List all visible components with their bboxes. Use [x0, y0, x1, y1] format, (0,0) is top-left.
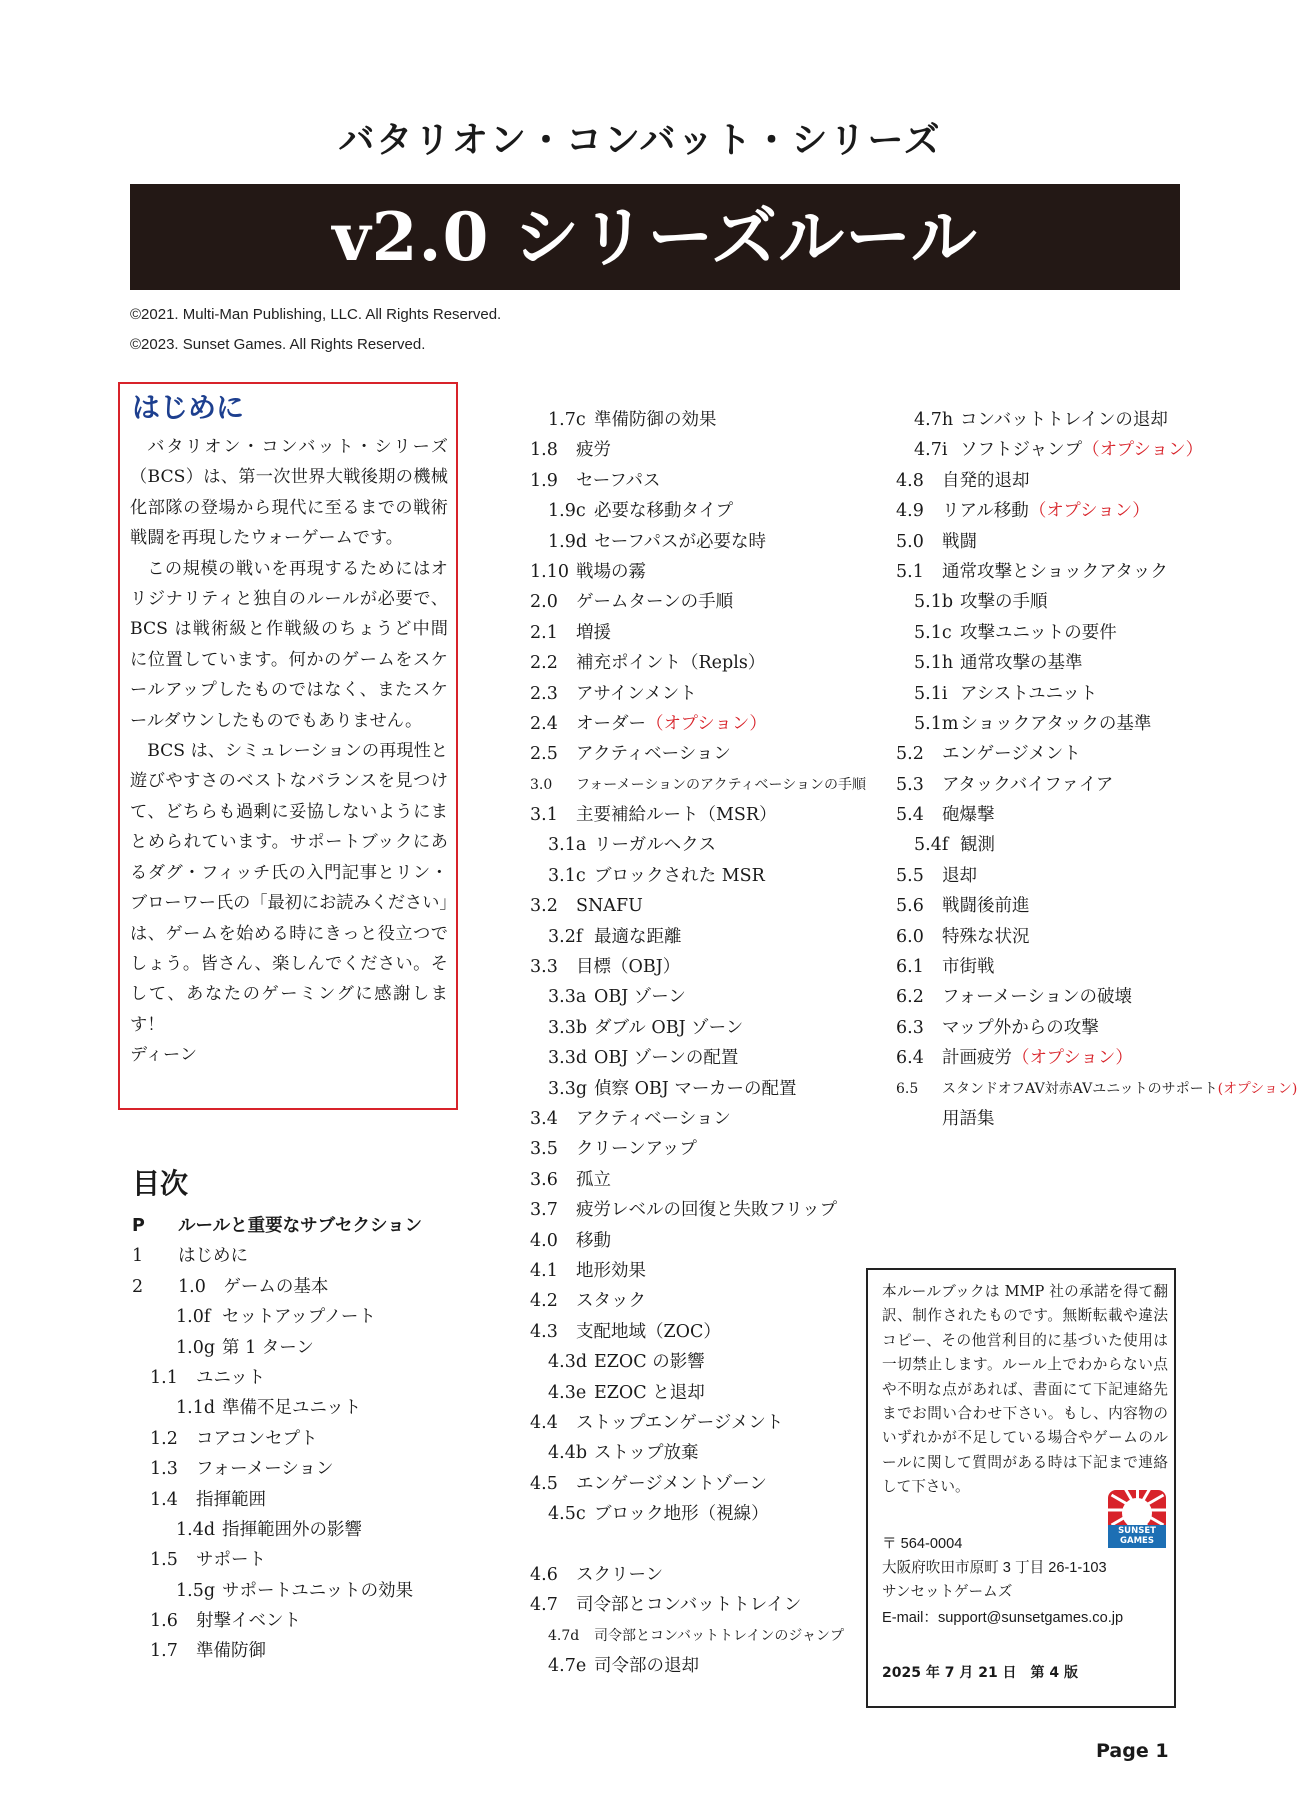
toc-item-number: 1.1: [150, 1367, 178, 1388]
toc-item: [896, 679, 1196, 709]
toc-item-text: 用語集: [942, 1108, 995, 1129]
toc-item-text: サポートユニットの効果: [222, 1580, 414, 1601]
toc-item: [530, 770, 866, 800]
toc-item-number: 5.4: [896, 805, 924, 826]
toc-item-text: スクリーン: [576, 1564, 664, 1585]
edition-date: 2025 年 7 月 21 日 第 4 版: [882, 1665, 1079, 1681]
toc-item-number: 1.9d: [548, 531, 588, 552]
toc-item: [132, 1606, 452, 1636]
toc-item: [132, 1211, 452, 1241]
toc-item: [530, 1317, 860, 1347]
toc-item-number: P: [132, 1216, 145, 1236]
toc-item-number: 5.3: [896, 774, 924, 795]
toc-item: [530, 709, 860, 739]
toc-item-number: 1.4d: [176, 1519, 216, 1540]
toc-item-number: 6.4: [896, 1048, 924, 1069]
toc-item-number: 4.3e: [548, 1382, 587, 1403]
toc-item-number: 5.5: [896, 865, 924, 886]
toc-item: [896, 952, 1196, 982]
toc-item-text: アクティベーション: [576, 744, 731, 765]
toc-item-number: 5.1b: [914, 592, 954, 613]
toc-item-text: ゲームターンの手順: [576, 592, 734, 613]
toc-item: [896, 527, 1196, 557]
toc-item-text: ブロック地形（視線）: [594, 1504, 769, 1525]
toc-item-number: 3.5: [530, 1139, 558, 1160]
toc-item-text: 疲労: [576, 440, 611, 461]
series-title: バタリオン・コンバット・シリーズ: [338, 119, 942, 161]
toc-item-text: 増援: [576, 622, 611, 643]
toc-item-number: 4.6: [530, 1564, 558, 1585]
email-address: E-mail：support@sunsetgames.co.jp: [882, 1610, 1124, 1626]
toc-item: [896, 770, 1196, 800]
banner-title: v2.0 シリーズルール: [130, 184, 1180, 290]
toc-item-text: コンバットトレインの退却: [960, 410, 1168, 430]
toc-item: [896, 466, 1196, 496]
toc-item: [530, 1499, 860, 1529]
toc-item-number: 1: [132, 1246, 144, 1267]
toc-item-text: ショックアタックの基準: [960, 713, 1152, 734]
toc-item-text: スタック: [576, 1291, 646, 1312]
toc-item: [530, 1469, 860, 1499]
toc-item-text: フォーメーション: [196, 1459, 334, 1480]
toc-column-3: [896, 405, 1297, 1134]
toc-item: [530, 1560, 860, 1590]
toc-item-text: 観測: [960, 835, 995, 856]
intro-title: はじめに: [132, 391, 245, 424]
toc-item-text: アクティベーション: [576, 1108, 731, 1129]
toc-item-text: ダブル OBJ ゾーン: [594, 1017, 744, 1038]
toc-item: [896, 496, 1196, 526]
toc-item: [530, 466, 860, 496]
toc-item-number: 6.5: [896, 1080, 919, 1097]
toc-item-text: ユニット: [196, 1367, 266, 1388]
toc-item: [896, 891, 1196, 921]
postal-code: 〒 564-0004: [882, 1536, 963, 1552]
toc-item-text: セーフパスが必要な時: [594, 531, 767, 552]
toc-item: [530, 1408, 860, 1438]
toc-column-2: [530, 405, 866, 1681]
toc-item-text: 司令部とコンバットトレイン: [576, 1595, 802, 1616]
toc-item-number: 6.1: [896, 957, 924, 978]
toc-title: 目次: [132, 1167, 189, 1200]
toc-item: [530, 1195, 860, 1225]
toc-item-number: 5.1: [896, 561, 924, 582]
toc-item: [530, 1226, 860, 1256]
intro-body: [130, 432, 448, 1071]
toc-item: [530, 405, 860, 435]
toc-item-number: 4.4b: [548, 1443, 588, 1464]
toc-item: [530, 952, 860, 982]
toc-item: [132, 1485, 452, 1515]
toc-item-number: 4.7e: [548, 1656, 587, 1677]
intro-paragraph: この規模の戦いを再現するためにはオリジナリティと独自のルールが必要で、BCS は戦術級と作戦級のちょうど中間に位置しています。何かのゲームをスケールアップしたものではなく、またスケールダウンしたものでもありません。: [130, 558, 448, 731]
toc-item: [530, 1347, 860, 1377]
toc-item-text: 市街戦: [942, 957, 995, 978]
toc-item: [530, 527, 860, 557]
toc-item: [132, 1424, 452, 1454]
toc-item-text: EZOC の影響: [594, 1352, 705, 1373]
intro-paragraph: バタリオン・コンバット・シリーズ（BCS）は、第一次世界大戦後期の機械化部隊の登場から現代に至るまでの戦術戦闘を再現したウォーゲームです。: [130, 437, 448, 549]
intro-paragraph: BCS は、シミュレーションの再現性と遊びやすさのベストなバランスを見つけて、どちらも過剰に妥協しないようにまとめられています。サポートブックにあるダグ・フィッチ氏の入門記事とリン・ブローワー氏の「最初にお読みください」は、ゲームを始める時にきっと役立つでしょう。皆さん、楽しんでください。そして、あなたのゲーミングに感謝します！: [130, 741, 448, 1035]
toc-item-number: 1.6: [150, 1611, 178, 1632]
toc-item-number: 3.7: [530, 1200, 558, 1221]
toc-item: [530, 1529, 860, 1559]
toc-item-number: 3.4: [530, 1108, 558, 1129]
toc-item: [132, 1636, 452, 1666]
toc-item-text: 特殊な状況: [942, 926, 1030, 947]
toc-item-number: 3.3: [530, 957, 558, 978]
toc-item-text: ストップエンゲージメント: [576, 1412, 784, 1433]
toc-item-number: 3.3d: [548, 1048, 588, 1069]
toc-item: [896, 1013, 1196, 1043]
toc-item-number: 2.2: [530, 653, 558, 674]
toc-item: [132, 1454, 452, 1484]
toc-item: [530, 1134, 860, 1164]
toc-item-text: スタンドオフAV対赤AVユニットのサポート: [942, 1080, 1218, 1097]
toc-item-text: 孤立: [576, 1169, 611, 1190]
toc-item-number: 2.0: [530, 592, 558, 613]
toc-item-number: 4.1: [530, 1260, 558, 1281]
toc-item-number: 3.0: [530, 776, 553, 793]
toc-item-number: 5.1c: [914, 622, 952, 643]
toc-item-number: 5.4f: [914, 835, 949, 856]
toc-item: [132, 1545, 452, 1575]
toc-item: [530, 1651, 860, 1681]
toc-item-text: アタックバイファイア: [942, 774, 1114, 795]
toc-item-number: 1.1d: [176, 1398, 216, 1419]
toc-item: [896, 709, 1196, 739]
notice-text: 本ルールブックは MMP 社の承諾を得て翻訳、制作されたものです。無断転載や違法コピー、その他営利目的に基づいた使用は一切禁止します。ルール上でわからない点や不明な点があれば、書面にて下記連絡先までお問い合わせ下さい。もし、内容物のいずれかが不足している場合やゲームのルールに関して質問がある時は下記まで連絡して下さい。: [882, 1283, 1168, 1496]
toc-item-text: 通常攻撃の基準: [960, 653, 1083, 674]
toc-item-number: 4.9: [896, 501, 924, 522]
toc-item-text: EZOC と退却: [594, 1382, 705, 1403]
toc-optional-tag: （オプション）: [646, 713, 767, 734]
toc-item-text: 戦闘後前進: [942, 896, 1030, 917]
toc-item-number: 6.0: [896, 926, 924, 947]
toc-item: [896, 557, 1196, 587]
toc-item-number: 1.4: [150, 1489, 178, 1510]
toc-item-text: アシストユニット: [960, 683, 1098, 704]
toc-item-number: 3.1a: [548, 835, 587, 856]
logo-text: SUNSET GAMES: [1108, 1525, 1166, 1548]
toc-item-number: 5.1i: [914, 683, 948, 704]
toc-item-number: 4.7i: [914, 440, 948, 461]
toc-item-number: 1.9: [530, 470, 558, 491]
toc-item-text: 攻撃ユニットの要件: [960, 622, 1117, 643]
toc-item-number: 3.3g: [548, 1078, 588, 1099]
toc-item: [896, 618, 1196, 648]
toc-item-number: 4.7d: [548, 1627, 580, 1644]
toc-item-text: 計画疲労: [942, 1048, 1012, 1069]
copyright-mmp: ©2021. Multi-Man Publishing, LLC. All Rights Reserved.: [130, 306, 502, 323]
toc-item-text: 通常攻撃とショックアタック: [942, 561, 1168, 582]
toc-item: [896, 1043, 1196, 1073]
toc-item-number: 3.3a: [548, 987, 587, 1008]
toc-item-text: 最適な距離: [594, 926, 682, 947]
toc-item-text: アサインメント: [576, 683, 697, 704]
toc-item-text: OBJ ゾーンの配置: [594, 1048, 739, 1069]
toc-item-text: エンゲージメントゾーン: [576, 1473, 767, 1494]
sunset-games-logo: [1108, 1490, 1166, 1548]
toc-item-number: 4.5c: [548, 1504, 586, 1525]
toc-item-text: 補充ポイント（Repls）: [576, 653, 766, 674]
toc-item: [896, 830, 1196, 860]
toc-item-text: 偵察 OBJ マーカーの配置: [594, 1078, 797, 1099]
toc-item-text: 地形効果: [576, 1260, 646, 1281]
toc-item-text: 主要補給ルート（MSR）: [576, 805, 777, 826]
toc-item-number: 3.3b: [548, 1017, 588, 1038]
toc-optional-tag: （オプション）: [1012, 1048, 1133, 1069]
toc-item-text: 退却: [942, 865, 977, 886]
toc-item: [530, 679, 860, 709]
toc-item-number: 1.8: [530, 440, 558, 461]
toc-item: [530, 587, 860, 617]
toc-item: [530, 618, 860, 648]
toc-item-number: 1.0f: [176, 1307, 211, 1328]
toc-item: [530, 739, 860, 769]
toc-item-text: 1.0 ゲームの基本: [178, 1276, 329, 1297]
toc-item-number: 4.7: [530, 1595, 558, 1616]
toc-item: [530, 982, 860, 1012]
toc-item-text: コアコンセプト: [196, 1428, 318, 1449]
toc-item-number: 4.4: [530, 1412, 558, 1433]
toc-item: [896, 982, 1196, 1012]
toc-item: [530, 1438, 860, 1468]
toc-item-text: セーフパス: [576, 470, 661, 491]
toc-item: [530, 861, 860, 891]
toc-item-number: 3.2: [530, 896, 558, 917]
toc-item-text: 準備防御: [196, 1641, 266, 1662]
toc-item: [530, 557, 860, 587]
toc-item-number: 4.0: [530, 1230, 558, 1251]
toc-item: [132, 1241, 452, 1271]
toc-item-number: 5.2: [896, 744, 924, 765]
toc-item-text: セットアップノート: [222, 1307, 376, 1328]
toc-item: [132, 1272, 452, 1302]
toc-item: [530, 435, 860, 465]
toc-item-text: ルールと重要なサブセクション: [178, 1216, 423, 1236]
toc-item-number: 5.6: [896, 896, 924, 917]
toc-item-number: 2: [132, 1276, 144, 1297]
toc-item-number: 4.5: [530, 1473, 558, 1494]
toc-item-number: 1.5g: [176, 1580, 216, 1601]
toc-item: [530, 1590, 860, 1620]
toc-item: [530, 800, 860, 830]
toc-item-number: 6.3: [896, 1017, 924, 1038]
toc-item-text: 必要な移動タイプ: [594, 501, 734, 522]
toc-item-number: 1.10: [530, 561, 569, 582]
copyright-sunset: ©2023. Sunset Games. All Rights Reserved.: [130, 336, 426, 353]
toc-item-text: ストップ放棄: [594, 1443, 699, 1464]
toc-item-text: クリーンアップ: [576, 1139, 697, 1160]
toc-item-number: 5.1m: [914, 713, 959, 734]
toc-item: [530, 891, 860, 921]
toc-item-text: マップ外からの攻撃: [942, 1017, 1099, 1038]
toc-item: [530, 1074, 860, 1104]
toc-item-number: 1.2: [150, 1428, 178, 1449]
toc-item-text: フォーメーションのアクティベーションの手順: [576, 776, 866, 793]
toc-item: [132, 1363, 452, 1393]
toc-item: [132, 1515, 452, 1545]
toc-item: [530, 1621, 860, 1651]
toc-item-text: 疲労レベルの回復と失敗フリップ: [576, 1200, 838, 1221]
toc-item-text: 支配地域（ZOC）: [576, 1321, 721, 1342]
toc-item: [896, 1104, 1196, 1134]
toc-item-text: 準備防御の効果: [594, 410, 717, 430]
company-name: サンセットゲームズ: [882, 1584, 1013, 1600]
toc-item-number: 5.1h: [914, 653, 954, 674]
toc-item-number: 1.5: [150, 1550, 178, 1571]
toc-item: [896, 405, 1196, 435]
intro-signature: ディーン: [130, 1045, 198, 1066]
toc-item-text: 射撃イベント: [196, 1611, 301, 1632]
toc-item: [896, 1074, 1297, 1104]
toc-item-number: 3.2f: [548, 926, 583, 947]
toc-item-number: 3.6: [530, 1169, 558, 1190]
toc-item-number: 2.4: [530, 713, 558, 734]
toc-item: [530, 922, 860, 952]
toc-item-text: ソフトジャンプ: [960, 440, 1083, 461]
toc-item-text: 移動: [576, 1230, 611, 1251]
toc-item: [530, 1286, 860, 1316]
toc-item-text: フォーメーションの破壊: [942, 987, 1133, 1008]
toc-item-text: 指揮範囲: [196, 1489, 266, 1510]
toc-item: [530, 1165, 860, 1195]
toc-item-text: はじめに: [178, 1246, 248, 1267]
toc-item-text: 攻撃の手順: [960, 592, 1048, 613]
toc-optional-tag: (オプション): [1217, 1080, 1297, 1097]
address: 大阪府吹田市原町 3 丁目 26-1-103: [882, 1560, 1107, 1576]
toc-item: [530, 1256, 860, 1286]
toc-item-text: オーダー: [576, 713, 646, 734]
toc-item-text: 戦場の霧: [576, 561, 646, 582]
toc-item-text: 司令部とコンバットトレインのジャンプ: [594, 1627, 845, 1644]
toc-item-number: 6.2: [896, 987, 924, 1008]
toc-item-text: エンゲージメント: [942, 744, 1081, 765]
toc-item-text: SNAFU: [576, 896, 643, 917]
toc-item-text: リアル移動: [942, 501, 1029, 522]
toc-item-number: 2.1: [530, 622, 558, 643]
toc-item: [530, 1378, 860, 1408]
toc-item: [132, 1393, 452, 1423]
toc-item-number: 3.1c: [548, 865, 586, 886]
toc-item-text: 指揮範囲外の影響: [222, 1519, 362, 1540]
toc-item-number: 4.7h: [914, 410, 954, 430]
toc-item: [896, 648, 1196, 678]
toc-item: [132, 1576, 452, 1606]
toc-item-text: OBJ ゾーン: [594, 987, 686, 1008]
toc-item-number: 4.3d: [548, 1352, 588, 1373]
toc-item-text: 司令部の退却: [594, 1656, 699, 1677]
toc-item-number: 1.0g: [176, 1337, 216, 1358]
toc-item-number: 5.0: [896, 531, 924, 552]
toc-item-number: 1.7: [150, 1641, 178, 1662]
toc-item-number: 1.3: [150, 1459, 178, 1480]
toc-item-text: 第 1 ターン: [222, 1337, 314, 1358]
toc-item-text: 自発的退却: [942, 470, 1030, 491]
toc-item: [530, 830, 860, 860]
toc-item-number: 1.9c: [548, 501, 586, 522]
toc-item-text: 目標（OBJ）: [576, 957, 681, 978]
toc-item-text: 砲爆撃: [942, 805, 995, 826]
toc-item: [530, 1043, 860, 1073]
toc-item-number: 4.3: [530, 1321, 558, 1342]
page-number: Page 1: [1096, 1740, 1169, 1762]
toc-item-number: 3.1: [530, 805, 558, 826]
toc-item-text: 戦闘: [942, 531, 977, 552]
toc-item: [132, 1333, 452, 1363]
toc-item-text: 準備不足ユニット: [222, 1398, 362, 1419]
toc-item-number: 4.2: [530, 1291, 558, 1312]
toc-item: [530, 648, 860, 678]
toc-item-number: 1.7c: [548, 410, 586, 430]
toc-column-1: [132, 1211, 452, 1667]
toc-item: [530, 496, 860, 526]
toc-item: [896, 739, 1196, 769]
toc-item: [896, 587, 1196, 617]
toc-item-number: 2.3: [530, 683, 558, 704]
toc-item: [896, 800, 1196, 830]
toc-item: [896, 435, 1204, 465]
toc-item-text: リーガルヘクス: [594, 835, 716, 856]
toc-item: [132, 1302, 452, 1332]
toc-optional-tag: （オプション）: [1028, 501, 1150, 522]
toc-optional-tag: （オプション）: [1082, 440, 1204, 461]
toc-item: [896, 922, 1196, 952]
toc-item: [530, 1013, 860, 1043]
toc-item-text: ブロックされた MSR: [594, 865, 765, 886]
toc-item-number: 4.8: [896, 470, 924, 491]
toc-item-text: サポート: [196, 1550, 266, 1571]
toc-item-number: 2.5: [530, 744, 558, 765]
toc-item: [896, 861, 1196, 891]
toc-item: [530, 1104, 860, 1134]
